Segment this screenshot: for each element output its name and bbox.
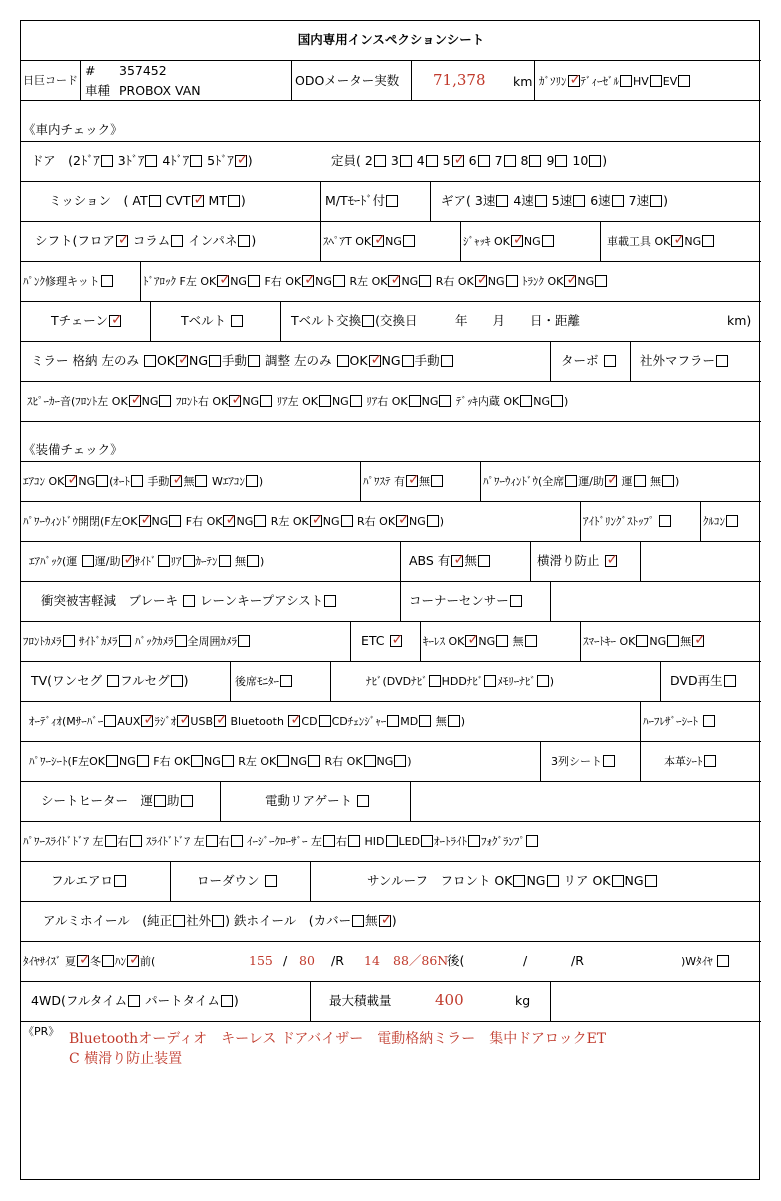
tbelt-row: Tベルト (181, 313, 244, 329)
audio-bluetooth-checkbox[interactable] (288, 715, 300, 727)
drive-part-checkbox[interactable] (221, 995, 233, 1007)
smartkey-row: ｽﾏｰﾄｷｰ OK NG 無✓ (583, 634, 705, 650)
odo-unit: km (513, 74, 533, 89)
dvd-checkbox[interactable] (724, 675, 736, 687)
mt-mode-checkbox[interactable] (386, 195, 398, 207)
aircon-manual-checkbox[interactable] (170, 475, 182, 487)
spare-row: ｽﾍﾟｱT OK✓ NG (323, 234, 416, 250)
foglamp-checkbox[interactable] (526, 835, 538, 847)
odo-label: ODOメーター実数 (295, 73, 400, 88)
halfleather-row: ﾊｰﾌﾚｻﾞｰｼｰﾄ (643, 714, 716, 730)
wheel-row: アルミホイール (純正 社外 ) 鉄ホイール (カバー 無✓ ) (43, 913, 397, 929)
tchain-row: Tチェーン✓ (51, 313, 122, 329)
mirror-row: ミラー 格納 左のみ OK✓ NG 手動 調整 左のみ OK✓ NG 手動 (31, 353, 454, 369)
fuel-gasoline-checkbox[interactable] (568, 75, 580, 87)
easy-closer-left-checkbox[interactable] (323, 835, 335, 847)
pw-open-row: ﾊﾟﾜｰｳｨﾝﾄﾞｳ開閉(F左OK✓ NG F右 OK✓ NG R左 OK✓ NG R右 OK✓ NG ) (23, 514, 444, 530)
muffler-row: 社外マフラー (640, 353, 729, 369)
load-unit: kg (515, 993, 531, 1008)
slide-door-row: ﾊﾟﾜｰｽﾗｲﾄﾞﾄﾞｱ 左 右 ｽﾗｲﾄﾞﾄﾞｱ 左 右 ｲｰｼﾞｰｸﾛｰｻﾞｰ 左 右 HID LED ｵｰﾄﾗｲﾄ ﾌｫｸﾞﾗﾝﾌﾟ (23, 834, 539, 850)
tire-rear-slash1: / (523, 953, 528, 968)
speaker-row: ｽﾋﾟｰｶｰ音(ﾌﾛﾝﾄ左 OK✓ NG ﾌﾛﾝﾄ右 OK✓ NG ﾘｱ左 OK NG ﾘｱ右 OK NG ﾃﾞｯｷ内蔵 OK NG ) (27, 394, 568, 410)
tire-winter-checkbox[interactable] (102, 955, 114, 967)
doorlock-rl-ok-checkbox[interactable] (388, 275, 400, 287)
mirror-adjust-manual-checkbox[interactable] (441, 355, 453, 367)
aircon-ok-checkbox[interactable] (65, 475, 77, 487)
sheet-title: 国内専用インスペクションシート (297, 32, 485, 47)
collision-row: 衝突被害軽減 ブレーキ レーンキープアシスト (41, 593, 337, 609)
pw-rl-ok-checkbox[interactable] (310, 515, 322, 527)
drive-row: 4WD(フルタイム パートタイム ) (31, 993, 239, 1008)
cruise-checkbox[interactable] (726, 515, 738, 527)
mirror-fold-ng-checkbox[interactable] (209, 355, 221, 367)
mission-cvt-checkbox[interactable] (192, 195, 204, 207)
tire-han-checkbox[interactable] (127, 955, 139, 967)
speaker-rr-ng-checkbox[interactable] (439, 395, 451, 407)
tire-rear-label: 後( (447, 953, 465, 968)
tbelt-checkbox[interactable] (231, 315, 243, 327)
speaker-rl-ok-checkbox[interactable] (319, 395, 331, 407)
tools-row: 車載工具 OK✓ NG (607, 234, 715, 250)
doorlock-row: ﾄﾞｱﾛｯｸ F左 OK✓ NG F右 OK✓ NG R左 OK✓ NG R右 OK✓ NG ﾄﾗﾝｸ OK✓ NG (143, 274, 608, 290)
navi-memory-checkbox[interactable] (537, 675, 549, 687)
leather-row: 本革ｼｰﾄ (664, 754, 717, 770)
doorlock-trunk-ng-checkbox[interactable] (595, 275, 607, 287)
door-2-checkbox[interactable] (101, 155, 113, 167)
powerseat-fr-ok-checkbox[interactable] (191, 755, 203, 767)
easy-closer-right-checkbox[interactable] (348, 835, 360, 847)
hid-checkbox[interactable] (386, 835, 398, 847)
pw-rl-ng-checkbox[interactable] (341, 515, 353, 527)
sunroof-front-ok-checkbox[interactable] (513, 875, 525, 887)
aircon-ng-checkbox[interactable] (96, 475, 108, 487)
gear-6-checkbox[interactable] (612, 195, 624, 207)
corner-row: コーナーセンサー (409, 593, 523, 609)
gear-row: ギア( 3速 4速 5速 6速 7速 ) (441, 193, 668, 208)
interior-section-title: 《車内チェック》 (23, 122, 123, 137)
powerseat-rr-ng-checkbox[interactable] (394, 755, 406, 767)
code-value: 357452 (119, 63, 167, 78)
gear-5-checkbox[interactable] (573, 195, 585, 207)
tv-fullseg-checkbox[interactable] (171, 675, 183, 687)
shift-panel-checkbox[interactable] (238, 235, 250, 247)
drive-full-checkbox[interactable] (128, 995, 140, 1007)
third-row-checkbox[interactable] (603, 755, 615, 767)
fuel-gasoline-label: ｶﾞｿﾘﾝ (539, 75, 567, 88)
navi-row: ﾅﾋﾞ(DVDﾅﾋﾞ HDDﾅﾋﾞ ﾒﾓﾘｰﾅﾋﾞ ) (366, 675, 555, 688)
camera-back-checkbox[interactable] (175, 635, 187, 647)
doorlock-fr-ng-checkbox[interactable] (333, 275, 345, 287)
spare-ng-checkbox[interactable] (403, 235, 415, 247)
abs-row: ABS 有✓ 無 (409, 553, 491, 569)
doorlock-fl-ng-checkbox[interactable] (248, 275, 260, 287)
rear-gate-row: 電動リアゲート (265, 793, 370, 809)
audio-row: ｵｰﾃﾞｨｵ(Mｻｰﾊﾞｰ AUX✓ ﾗｼﾞｵ✓ USB✓ Bluetooth ✓ CD CDﾁｪﾝｼﾞｬｰ MD 無 ) (29, 714, 465, 730)
sunroof-row: サンルーフ フロント OK NG リア OK NG (367, 873, 658, 889)
powersteer-row: ﾊﾟﾜｽﾃ 有✓ 無 (363, 474, 444, 490)
equipment-section-title: 《装備チェック》 (23, 442, 123, 457)
tv-oneseg-checkbox[interactable] (107, 675, 119, 687)
aircon-w-checkbox[interactable] (246, 475, 258, 487)
audio-mserver-checkbox[interactable] (104, 715, 116, 727)
mission-mt-checkbox[interactable] (228, 195, 240, 207)
airbag-row: ｴｱﾊﾞｯｸ(運 運/助✓ ｻｲﾄﾞ ﾘｱ ｶｰﾃﾝ 無 ) (29, 554, 264, 570)
skid-checkbox[interactable] (605, 555, 617, 567)
aircon-row: ｴｱｺﾝ OK✓ NG (ｵｰﾄ 手動✓ 無 Wｴｱｺﾝ ) (23, 474, 263, 490)
audio-radio-checkbox[interactable] (177, 715, 189, 727)
alloy-aftermarket-checkbox[interactable] (212, 915, 224, 927)
speaker-fr-ok-checkbox[interactable] (229, 395, 241, 407)
navi-dvd-checkbox[interactable] (429, 675, 441, 687)
smartkey-ng-checkbox[interactable] (667, 635, 679, 647)
powersteer-checkbox[interactable] (406, 475, 418, 487)
tire-front-slash1: / (283, 953, 288, 968)
airbag-drv-checkbox[interactable] (82, 555, 94, 567)
powerseat-fl-ng-checkbox[interactable] (137, 755, 149, 767)
aero-row: フルエアロ (51, 873, 127, 889)
camera-side-checkbox[interactable] (119, 635, 131, 647)
capacity-9-checkbox[interactable] (555, 155, 567, 167)
fuel-hv-label: HV (633, 75, 649, 88)
keyless-ng-checkbox[interactable] (496, 635, 508, 647)
powerseat-fl-ok-checkbox[interactable] (106, 755, 118, 767)
alloy-genuine-checkbox[interactable] (173, 915, 185, 927)
dvd-row: DVD再生 (670, 673, 737, 689)
full-aero-checkbox[interactable] (114, 875, 126, 887)
powerwindow-row: ﾊﾟﾜｰｳｨﾝﾄﾞｳ(全席 運/助✓ 運 無 ) (483, 474, 679, 490)
puncture-kit-checkbox[interactable] (101, 275, 113, 287)
speaker-deck-ok-checkbox[interactable] (520, 395, 532, 407)
muffler-checkbox[interactable] (716, 355, 728, 367)
tire-rear-slash2: /R (571, 953, 584, 968)
mirror-fold-left-checkbox[interactable] (144, 355, 156, 367)
led-checkbox[interactable] (421, 835, 433, 847)
gear-7-checkbox[interactable] (650, 195, 662, 207)
speaker-rl-ng-checkbox[interactable] (350, 395, 362, 407)
power-slide-left-checkbox[interactable] (105, 835, 117, 847)
shift-row: シフト(フロア✓ コラム インパネ ) (35, 233, 256, 249)
capacity-4-checkbox[interactable] (426, 155, 438, 167)
capacity-8-checkbox[interactable] (529, 155, 541, 167)
aircon-none-checkbox[interactable] (195, 475, 207, 487)
code-label: 日巨コード (23, 74, 78, 87)
rearmonitor-row: 後席ﾓﾆﾀｰ (235, 674, 293, 690)
sunroof-rear-ng-checkbox[interactable] (645, 875, 657, 887)
doorlock-rr-ok-checkbox[interactable] (475, 275, 487, 287)
puncture-row: ﾊﾟﾝｸ修理キット (23, 274, 114, 290)
audio-cdchanger-checkbox[interactable] (387, 715, 399, 727)
fuel-diesel-checkbox[interactable] (620, 75, 632, 87)
mirror-adjust-ng-checkbox[interactable] (402, 355, 414, 367)
powerwindow-none-checkbox[interactable] (662, 475, 674, 487)
capacity-2-checkbox[interactable] (374, 155, 386, 167)
capacity-row: 定員( 2 3 4 5✓ 6 7 8 9 10 ) (331, 153, 607, 169)
seatheater-pass-checkbox[interactable] (181, 795, 193, 807)
steel-none-checkbox[interactable] (379, 915, 391, 927)
powersteer-none-checkbox[interactable] (431, 475, 443, 487)
sunroof-rear-ok-checkbox[interactable] (612, 875, 624, 887)
powerseat-rl-ng-checkbox[interactable] (308, 755, 320, 767)
powerseat-fr-ng-checkbox[interactable] (222, 755, 234, 767)
autolight-checkbox[interactable] (468, 835, 480, 847)
tire-w-row: )Wﾀｲﾔ (681, 954, 730, 970)
powerwindow-drv-checkbox[interactable] (634, 475, 646, 487)
power-slide-right-checkbox[interactable] (130, 835, 142, 847)
camera-row: ﾌﾛﾝﾄｶﾒﾗ ｻｲﾄﾞｶﾒﾗ ﾊﾞｯｸｶﾒﾗ 全周囲ｶﾒﾗ (23, 634, 251, 650)
jack-row: ｼﾞｬｯｷ OK✓ NG (463, 234, 555, 250)
tire-front-rim: 14 (364, 953, 380, 968)
abs-none-checkbox[interactable] (478, 555, 490, 567)
slide-left-checkbox[interactable] (206, 835, 218, 847)
audio-md-checkbox[interactable] (419, 715, 431, 727)
tv-row: TV(ワンセグ フルセグ ) (31, 673, 189, 688)
airbag-drv-pass-checkbox[interactable] (122, 555, 134, 567)
keyless-ok-checkbox[interactable] (465, 635, 477, 647)
mt-mode-row: M/Tﾓｰﾄﾞ付 (325, 193, 399, 209)
door-3-checkbox[interactable] (145, 155, 157, 167)
audio-none-checkbox[interactable] (448, 715, 460, 727)
doorlock-fl-ok-checkbox[interactable] (217, 275, 229, 287)
tbelt-km: km) (727, 313, 752, 328)
pw-fr-ok-checkbox[interactable] (223, 515, 235, 527)
idlestop-row: ｱｲﾄﾞﾘﾝｸﾞｽﾄｯﾌﾟ (583, 514, 672, 530)
spare-ok-checkbox[interactable] (372, 235, 384, 247)
aircon-auto-checkbox[interactable] (131, 475, 143, 487)
airbag-rear-checkbox[interactable] (183, 555, 195, 567)
capacity-7-checkbox[interactable] (504, 155, 516, 167)
jack-ok-checkbox[interactable] (511, 235, 523, 247)
abs-checkbox[interactable] (451, 555, 463, 567)
tire-w-checkbox[interactable] (717, 955, 729, 967)
gear-3-checkbox[interactable] (496, 195, 508, 207)
speaker-rr-ok-checkbox[interactable] (409, 395, 421, 407)
mirror-adjust-ok-checkbox[interactable] (369, 355, 381, 367)
halfleather-checkbox[interactable] (703, 715, 715, 727)
odo-value: 71,378 (433, 71, 486, 89)
cruise-row: ｸﾙｺﾝ (703, 514, 739, 530)
shift-floor-checkbox[interactable] (116, 235, 128, 247)
rearmonitor-checkbox[interactable] (280, 675, 292, 687)
tbelt-change-checkbox[interactable] (362, 315, 374, 327)
code-hash: # (85, 63, 96, 78)
airbag-side-checkbox[interactable] (158, 555, 170, 567)
powerseat-rr-ok-checkbox[interactable] (364, 755, 376, 767)
speaker-fr-ng-checkbox[interactable] (260, 395, 272, 407)
etc-checkbox[interactable] (390, 635, 402, 647)
door-4-checkbox[interactable] (190, 155, 202, 167)
mirror-adjust-left-checkbox[interactable] (337, 355, 349, 367)
keyless-none-checkbox[interactable] (525, 635, 537, 647)
doorlock-trunk-ok-checkbox[interactable] (564, 275, 576, 287)
sunroof-front-ng-checkbox[interactable] (547, 875, 559, 887)
pr-label: 《PR》 (23, 1025, 60, 1038)
capacity-6-checkbox[interactable] (478, 155, 490, 167)
doors-row: ドア (2ﾄﾞｱ 3ﾄﾞｱ 4ﾄﾞｱ 5ﾄﾞｱ✓ ) (31, 153, 253, 169)
keyless-row: ｷｰﾚｽ OK✓ NG 無 (423, 634, 538, 650)
powerseat-rl-ok-checkbox[interactable] (277, 755, 289, 767)
airbag-curtain-checkbox[interactable] (219, 555, 231, 567)
door-5-checkbox[interactable] (235, 155, 247, 167)
fuel-options (539, 74, 691, 90)
fuel-ev-checkbox[interactable] (678, 75, 690, 87)
etc-row: ETC ✓ (361, 633, 403, 649)
mirror-fold-ok-checkbox[interactable] (176, 355, 188, 367)
speaker-deck-ng-checkbox[interactable] (551, 395, 563, 407)
mission-at-checkbox[interactable] (149, 195, 161, 207)
navi-hdd-checkbox[interactable] (484, 675, 496, 687)
lowdown-checkbox[interactable] (265, 875, 277, 887)
lane-keep-checkbox[interactable] (324, 595, 336, 607)
seatheater-drv-checkbox[interactable] (154, 795, 166, 807)
pw-fr-ng-checkbox[interactable] (254, 515, 266, 527)
speaker-fl-ng-checkbox[interactable] (159, 395, 171, 407)
inspection-sheet (20, 20, 760, 1180)
tools-ok-checkbox[interactable] (671, 235, 683, 247)
collision-brake-checkbox[interactable] (183, 595, 195, 607)
idlestop-checkbox[interactable] (659, 515, 671, 527)
pr-line-2: C 横滑り防止装置 (69, 1051, 183, 1067)
jack-ng-checkbox[interactable] (542, 235, 554, 247)
doorlock-rr-ng-checkbox[interactable] (506, 275, 518, 287)
audio-cd-checkbox[interactable] (319, 715, 331, 727)
seatheater-row: シートヒーター 運 助 (41, 793, 194, 809)
skid-row: 横滑り防止 ✓ (537, 553, 618, 569)
tire-summer-checkbox[interactable] (77, 955, 89, 967)
model-value: PROBOX VAN (119, 83, 201, 98)
slide-right-checkbox[interactable] (231, 835, 243, 847)
tools-ng-checkbox[interactable] (702, 235, 714, 247)
power-rear-gate-checkbox[interactable] (357, 795, 369, 807)
gear-4-checkbox[interactable] (535, 195, 547, 207)
lowdown-row: ローダウン (197, 873, 278, 889)
load-label: 最大積載量 (329, 993, 392, 1008)
smartkey-none-checkbox[interactable] (692, 635, 704, 647)
tbelt-change-row: Tベルト交換 (交換日 年 月 日・距離 (291, 313, 581, 328)
powerwindow-drv-pass-checkbox[interactable] (605, 475, 617, 487)
tchain-checkbox[interactable] (109, 315, 121, 327)
tire-front-load: 88／86N (393, 953, 449, 968)
fuel-hv-checkbox[interactable] (650, 75, 662, 87)
smartkey-ok-checkbox[interactable] (636, 635, 648, 647)
shift-column-checkbox[interactable] (171, 235, 183, 247)
steel-cover-checkbox[interactable] (352, 915, 364, 927)
powerseat-row: ﾊﾟﾜｰｼｰﾄ(F左OK NG F右 OK NG R左 OK NG R右 OK NG ) (29, 755, 412, 768)
pw-rr-ng-checkbox[interactable] (427, 515, 439, 527)
pr-line-1: Bluetoothオーディオ キーレス ドアバイザー 電動格納ミラー 集中ドアロックET (69, 1031, 607, 1047)
pw-fl-ng-checkbox[interactable] (169, 515, 181, 527)
doorlock-fr-ok-checkbox[interactable] (302, 275, 314, 287)
tire-row: ﾀｲﾔｻｲｽﾞ 夏✓ 冬 ﾊﾝ✓ 前( (23, 954, 155, 970)
turbo-row: ターボ (561, 353, 617, 369)
model-label: 車種 (85, 83, 111, 98)
camera-front-checkbox[interactable] (63, 635, 75, 647)
leather-checkbox[interactable] (704, 755, 716, 767)
tire-front-width: 155 (249, 953, 273, 968)
mission-row: ミッション ( AT CVT✓ MT ) (49, 193, 246, 209)
camera-around-checkbox[interactable] (238, 635, 250, 647)
tire-front-ratio: 80 (299, 953, 315, 968)
capacity-3-checkbox[interactable] (400, 155, 412, 167)
fuel-ev-label: EV (662, 75, 678, 88)
audio-aux-checkbox[interactable] (141, 715, 153, 727)
pw-rr-ok-checkbox[interactable] (396, 515, 408, 527)
turbo-checkbox[interactable] (604, 355, 616, 367)
speaker-fl-ok-checkbox[interactable] (129, 395, 141, 407)
doorlock-rl-ng-checkbox[interactable] (419, 275, 431, 287)
airbag-none-checkbox[interactable] (247, 555, 259, 567)
load-value: 400 (435, 991, 464, 1009)
tire-front-slash2: /R (331, 953, 344, 968)
audio-usb-checkbox[interactable] (214, 715, 226, 727)
third-row-row: 3列シート (551, 754, 616, 770)
powerwindow-all-checkbox[interactable] (565, 475, 577, 487)
corner-sensor-checkbox[interactable] (510, 595, 522, 607)
capacity-5-checkbox[interactable] (452, 155, 464, 167)
pw-fl-ok-checkbox[interactable] (139, 515, 151, 527)
capacity-10-checkbox[interactable] (589, 155, 601, 167)
mirror-fold-manual-checkbox[interactable] (248, 355, 260, 367)
fuel-diesel-label: ﾃﾞｨｰｾﾞﾙ (580, 75, 619, 88)
